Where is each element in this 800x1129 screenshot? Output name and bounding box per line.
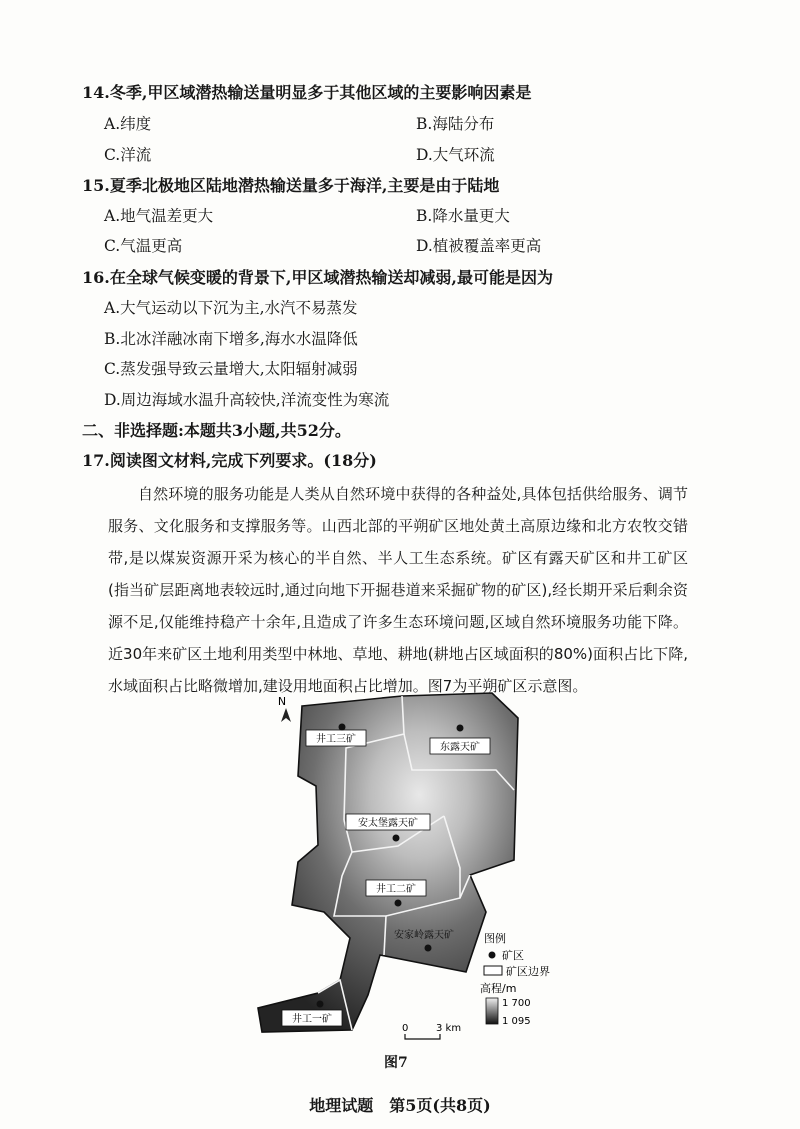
question-17-stem: 17.阅读图文材料,完成下列要求。(18分)	[82, 451, 377, 470]
q15-option-a: A.地气温差更大	[104, 207, 214, 225]
q16-option-d: D.周边海域水温升高较快,洋流变性为寒流	[104, 391, 390, 409]
legend-elevation-bar	[486, 998, 498, 1024]
question-15-stem: 15.夏季北极地区陆地潜热输送量多于海洋,主要是由于陆地	[82, 176, 500, 195]
mine-point-jinggong-3	[339, 724, 346, 731]
q14-option-b: B.海陆分布	[416, 115, 495, 133]
legend-boundary-label: 矿区边界	[506, 965, 550, 978]
q14-option-d: D.大气环流	[416, 146, 495, 164]
q15-option-c: C.气温更高	[104, 237, 183, 255]
q15-option-d: D.植被覆盖率更高	[416, 237, 542, 255]
q16-option-c: C.蒸发强导致云量增大,太阳辐射减弱	[104, 360, 358, 378]
legend-elev-high: 1 700	[502, 998, 531, 1009]
section-2-heading: 二、非选择题:本题共3小题,共52分。	[82, 421, 351, 440]
question-16-stem: 16.在全球气候变暖的背景下,甲区域潜热输送却减弱,最可能是因为	[82, 268, 553, 287]
mine-point-jinggong-1	[317, 1001, 324, 1008]
q16-option-a: A.大气运动以下沉为主,水汽不易蒸发	[104, 299, 358, 317]
legend-elev-low: 1 095	[502, 1016, 531, 1027]
legend-boundary-icon	[484, 966, 502, 975]
q15-option-b: B.降水量更大	[416, 207, 510, 225]
q14-option-c: C.洋流	[104, 146, 152, 164]
legend-title: 图例	[484, 932, 506, 945]
svg-text:安太堡露天矿: 安太堡露天矿	[358, 818, 418, 829]
svg-text:井工二矿: 井工二矿	[376, 884, 416, 895]
question-14-stem: 14.冬季,甲区域潜热输送量明显多于其他区域的主要影响因素是	[82, 83, 532, 102]
legend-mine-point-label: 矿区	[502, 949, 524, 962]
scale-zero: 0	[402, 1023, 409, 1034]
mine-point-jinggong-2	[395, 900, 402, 907]
svg-text:安家岭露天矿: 安家岭露天矿	[394, 930, 454, 941]
legend-mine-point-icon	[489, 952, 496, 959]
q16-option-b: B.北冰洋融冰南下增多,海水水温降低	[104, 330, 358, 348]
svg-text:东露天矿: 东露天矿	[440, 742, 480, 753]
mine-point-anjialing-open	[425, 945, 432, 952]
figure-caption: 图7	[384, 1055, 408, 1071]
q14-option-a: A.纬度	[104, 115, 152, 133]
svg-text:井工三矿: 井工三矿	[316, 734, 356, 745]
scale-distance: 3 km	[436, 1023, 462, 1034]
mine-point-antaibao-open	[393, 835, 400, 842]
legend-elevation-label: 高程/m	[480, 982, 517, 995]
map-legend	[480, 931, 550, 1027]
svg-text:井工一矿: 井工一矿	[292, 1014, 332, 1025]
north-label: N	[277, 695, 287, 708]
q17-material-paragraph: 自然环境的服务功能是人类从自然环境中获得的各种益处,具体包括供给服务、调节服务、文化服务和支撑服务等。山西北部的平朔矿区地处黄土高原边缘和北方农牧交错带,是以煤炭资源开采为核心的半自然、半人工生态系统。矿区有露天矿区和井工矿区(指当矿层距离地表较远时,通过向地下开掘巷道来采掘矿物的矿区),经长期开采后剩余资源不足,仅能维持稳产十余年,且造成了许多生态环境问题,区域自然环境服务功能下降。近30年来矿区土地利用类型中林地、草地、耕地(耕地占区域面积的80%)面积占比下降,水域面积占比略微增加,建设用地面积占比增加。图7为平朔矿区示意图。	[108, 485, 688, 695]
scale-bar	[402, 1023, 461, 1039]
page-footer: 地理试题 第5页(共8页)	[309, 1096, 491, 1115]
mine-point-dong-open	[457, 725, 464, 732]
north-arrow-icon	[278, 695, 291, 722]
